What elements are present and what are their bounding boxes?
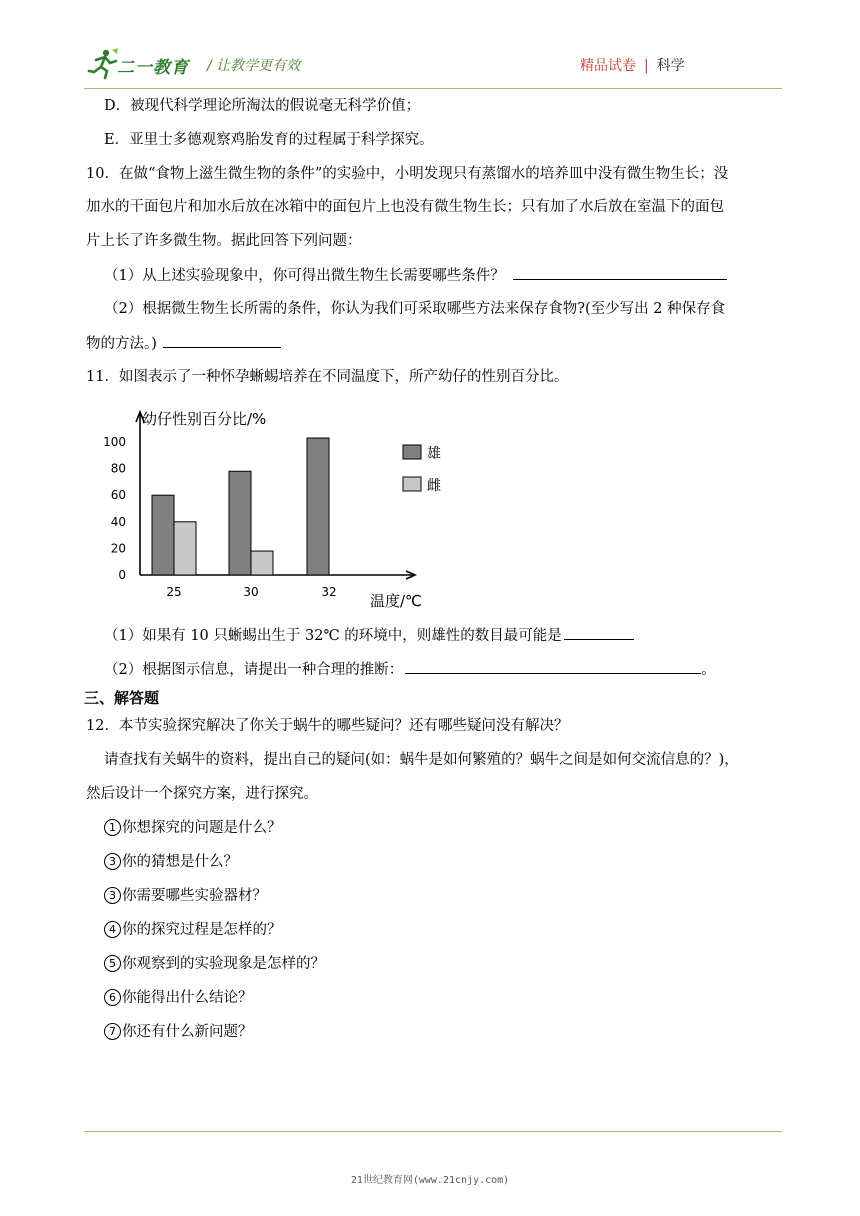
step-number-circle: 3 [104, 887, 121, 904]
answer-blank-11-1[interactable] [564, 625, 634, 640]
legend-swatch [403, 477, 421, 491]
inquiry-step [104, 1022, 253, 1042]
x-tick-label: 25 [166, 585, 182, 599]
question-12-instructions: 请查找有关蜗牛的资料，提出自己的疑问(如：蜗牛是如何繁殖的？蜗牛之间是如何交流信息的？)， [104, 752, 739, 768]
subject-label: 科学 [656, 58, 685, 74]
chart-axes [136, 410, 422, 610]
question-11-part-2 [104, 659, 716, 680]
question-11-part-2-text: （2）根据图示信息，请提出一种合理的推断： [104, 662, 404, 678]
step-text: 你观察到的实验现象是怎样的？ [122, 956, 325, 972]
bar-male-25 [152, 495, 174, 575]
step-number-circle: 4 [104, 921, 121, 938]
question-10-part-2-cont [86, 333, 281, 354]
inquiry-step [104, 954, 325, 974]
step-text: 你的猜想是什么？ [122, 854, 238, 870]
x-tick-label: 32 [321, 585, 337, 599]
y-tick-label: 20 [110, 541, 126, 556]
section-title-3: 三、解答题 [84, 689, 160, 707]
question-10-part-1 [104, 265, 727, 286]
step-text: 你需要哪些实验器材？ [122, 888, 267, 904]
inquiry-step [104, 920, 282, 940]
brand-name: 二一教育 [117, 58, 189, 78]
answer-blank-10-1[interactable] [513, 265, 727, 280]
slogan: / 让教学更有效 [207, 58, 301, 74]
legend-label: 雄 [427, 446, 441, 462]
y-tick-label: 80 [110, 461, 126, 476]
exam-tag: 精品试卷 [580, 58, 636, 74]
bar-female-30 [251, 551, 273, 575]
legend-swatch [403, 445, 421, 459]
step-text: 你还有什么新问题？ [122, 1024, 253, 1040]
answer-blank-10-2[interactable] [163, 333, 281, 348]
step-number-circle: 5 [104, 955, 121, 972]
x-axis-title: 温度/℃ [370, 592, 422, 610]
y-tick-label: 40 [110, 514, 126, 529]
y-tick-label: 60 [110, 488, 126, 503]
bar-male-32 [307, 438, 329, 575]
question-10-line-2: 加水的干面包片和加水后放在冰箱中的面包片上也没有微生物生长；只有加了水后放在室温下的面包 [86, 199, 724, 215]
question-10-part-1-text: （1）从上述实验现象中，你可得出微生物生长需要哪些条件？ [104, 268, 505, 284]
question-12-stem: 12．本节实验探究解决了你关于蜗牛的哪些疑问？还有哪些疑问没有解决？ [86, 718, 569, 734]
bar-female-25 [174, 522, 196, 575]
chart-legend [403, 445, 441, 494]
question-10-line-3: 片上长了许多微生物。据此回答下列问题： [86, 233, 362, 249]
legend-label: 雌 [427, 478, 441, 494]
question-10-part-2: （2）根据微生物生长所需的条件，你认为我们可采取哪些方法来保存食物?(至少写出 2 种保存食 [104, 301, 726, 317]
y-tick-label: 100 [103, 435, 126, 449]
question-12-instructions-cont: 然后设计一个探究方案，进行探究。 [86, 786, 318, 802]
chart-bars [152, 438, 329, 575]
footer-text: 21世纪教育网(www.21cnjy.com) [350, 1175, 510, 1186]
header-right [580, 55, 685, 75]
step-number-circle: 7 [104, 1023, 121, 1040]
inquiry-step [104, 818, 282, 838]
inquiry-step [104, 988, 253, 1008]
option-d: D．被现代科学理论所淘汰的假说毫无科学价值； [104, 98, 421, 114]
question-10-line-1: 10．在做“食物上滋生微生物的条件”的实验中，小明发现只有蒸馏水的培养皿中没有微生物生长；没 [86, 166, 729, 182]
sex-ratio-bar-chart [100, 402, 460, 614]
x-tick-label: 30 [243, 585, 259, 599]
step-number-circle: 3 [104, 853, 121, 870]
step-number-circle: 1 [104, 819, 121, 836]
step-text: 你的探究过程是怎样的？ [122, 922, 282, 938]
answer-blank-11-2[interactable] [405, 659, 701, 674]
step-number-circle: 6 [104, 989, 121, 1006]
inquiry-step [104, 886, 267, 906]
question-10-part-2-cont-text: 物的方法。) [86, 336, 157, 352]
y-axis-title: 幼仔性别百分比/% [142, 410, 267, 428]
question-11-part-1 [104, 625, 634, 646]
inquiry-step [104, 852, 238, 872]
bar-male-30 [229, 471, 251, 575]
header-rule [84, 88, 782, 89]
step-text: 你能得出什么结论？ [122, 990, 253, 1006]
step-text: 你想探究的问题是什么？ [122, 820, 282, 836]
y-tick-label: 0 [118, 568, 126, 582]
footer-rule [84, 1131, 782, 1132]
question-11-part-1-text: （1）如果有 10 只蜥蜴出生于 32℃ 的环境中，则雄性的数目最可能是 [104, 628, 562, 644]
question-11-stem: 11．如图表示了一种怀孕蜥蜴培养在不同温度下，所产幼仔的性别百分比。 [86, 369, 569, 385]
header-separator: | [644, 58, 649, 74]
runner-logo-icon [86, 46, 120, 80]
option-e: E．亚里士多德观察鸡胎发育的过程属于科学探究。 [104, 132, 434, 148]
question-11-part-2-end: 。 [701, 662, 716, 678]
